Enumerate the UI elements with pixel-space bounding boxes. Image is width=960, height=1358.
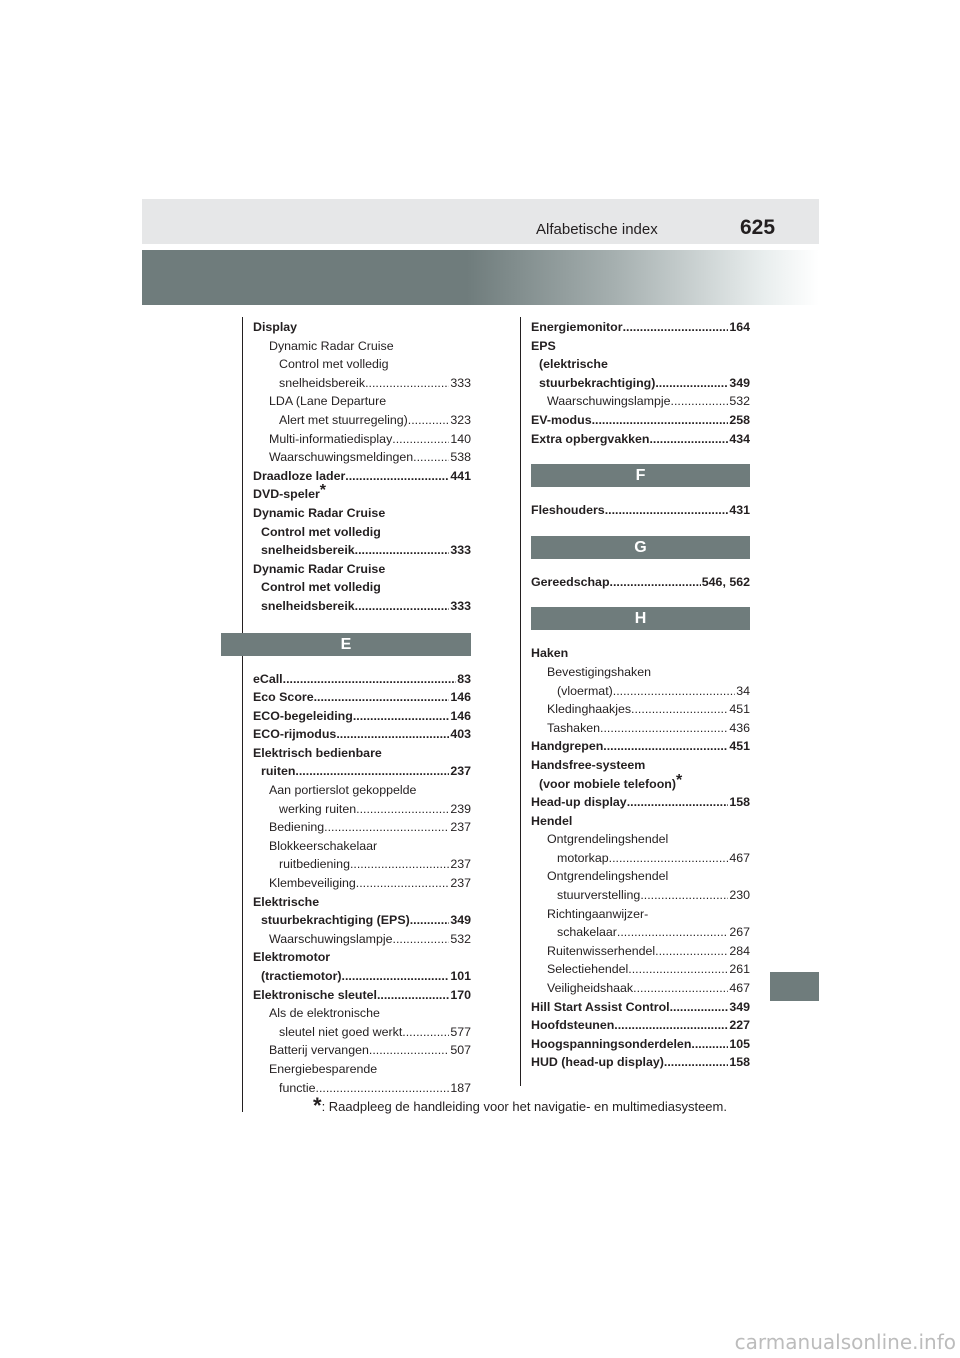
dot-leader [345, 467, 449, 486]
entry-line: Aan portierslot gekoppelde [269, 783, 417, 798]
page-reference: 284 [729, 943, 750, 958]
index-entry [253, 1060, 471, 1097]
index-entry [531, 905, 750, 942]
entry-line: Hendel [531, 813, 573, 828]
page-reference: 434 [729, 431, 750, 446]
index-entry [531, 663, 750, 700]
index-entry [531, 719, 750, 738]
index-entry [531, 501, 750, 520]
page-reference: 333 [450, 598, 471, 613]
dot-leader [355, 541, 450, 560]
dot-leader [605, 501, 729, 520]
page-reference: 237 [450, 876, 471, 891]
index-entry [531, 1035, 750, 1054]
dot-leader [671, 392, 729, 411]
index-entry [253, 670, 471, 689]
page-reference: 239 [450, 801, 471, 816]
entry-line: (voor mobiele telefoon)* [539, 771, 683, 791]
index-column-right [531, 318, 750, 1072]
footnote-text: : Raadpleeg de handleiding voor het navigatie- en multimediasysteem. [321, 1099, 727, 1114]
index-entry [253, 482, 471, 504]
dot-leader [627, 793, 729, 812]
entry-line: Control met volledig [261, 524, 381, 539]
section-letter-f: F [531, 464, 750, 487]
entry-line: Ontgrendelingshendel [547, 869, 669, 884]
entry-term: EV-modus [531, 412, 592, 427]
index-entry [253, 707, 471, 726]
index-entry [253, 448, 471, 467]
entry-term: werking ruiten [279, 801, 357, 816]
index-entry [253, 986, 471, 1005]
index-entry [531, 573, 750, 592]
page-reference: 467 [729, 981, 750, 996]
index-entry [531, 644, 750, 663]
section-letter-e: E [221, 633, 471, 656]
entry-term: Batterij vervangen [269, 1043, 369, 1058]
entry-term: Hill Start Assist Control [531, 999, 670, 1014]
page-reference: 349 [729, 999, 750, 1014]
index-entry [253, 467, 471, 486]
index-entry [253, 688, 471, 707]
entry-term: stuurverstelling [557, 888, 641, 903]
dot-leader [353, 707, 449, 726]
index-entry [531, 960, 750, 979]
page-reference: 436 [729, 720, 750, 735]
page-reference: 267 [729, 925, 750, 940]
section-letter-g: G [531, 536, 750, 559]
entry-term: Energiemonitor [531, 320, 623, 334]
index-entry [253, 948, 471, 985]
index-entry [253, 930, 471, 949]
dot-leader [283, 670, 457, 689]
page-reference: 546, 562 [701, 574, 750, 589]
page-reference: 532 [729, 394, 750, 409]
page-reference: 349 [729, 375, 750, 390]
page-reference: 323 [450, 412, 471, 427]
dot-leader [655, 374, 728, 393]
page-number: 625 [740, 216, 776, 239]
index-entry [531, 430, 750, 449]
page-reference: 577 [450, 1024, 471, 1039]
entry-line: Richtingaanwijzer- [547, 906, 649, 921]
dot-leader [614, 1016, 728, 1035]
entry-term: Extra opbergvakken [531, 431, 650, 446]
entry-line: EPS [531, 338, 556, 353]
page-reference: 441 [450, 468, 471, 483]
page-reference: 237 [450, 857, 471, 872]
entry-term: Gereedschap [531, 574, 610, 589]
entry-term: Kledinghaakjes [547, 702, 632, 717]
page-header-title: Alfabetische index [536, 221, 658, 238]
entry-term: Waarschuwingslampje [269, 931, 393, 946]
dot-leader [314, 688, 450, 707]
entry-term: schakelaar [557, 925, 617, 940]
page-reference: 237 [450, 764, 471, 779]
page-reference: 158 [729, 795, 750, 810]
page-reference: 164 [729, 320, 750, 334]
index-entry [253, 560, 471, 616]
entry-term: (tractiemotor) [261, 969, 342, 983]
dot-leader [610, 573, 701, 592]
entry-term: Elektronische sleutel [253, 987, 377, 1002]
footnote-reference-mark: * [676, 771, 683, 789]
index-entry [531, 942, 750, 961]
index-entry [253, 781, 471, 818]
page-reference: 158 [729, 1055, 750, 1070]
entry-line: LDA (Lane Departure [269, 394, 387, 409]
entry-term: (vloermat) [557, 683, 613, 698]
page-reference: 333 [450, 375, 471, 390]
entry-line: (elektrische [539, 357, 608, 372]
dot-leader [640, 886, 728, 905]
entry-line: Dynamic Radar Cruise [269, 338, 394, 353]
index-entry [253, 837, 471, 874]
index-entry [531, 830, 750, 867]
entry-line: Ontgrendelingshendel [547, 832, 669, 847]
index-entry [253, 430, 471, 449]
page-reference: 170 [450, 987, 471, 1002]
entry-term: Waarschuwingsmeldingen [269, 450, 414, 465]
index-entry [253, 318, 471, 337]
dot-leader [613, 682, 735, 701]
column-rule-middle [520, 317, 521, 1086]
entry-term: Multi-informatiedisplay [269, 431, 393, 446]
entry-line: Elektromotor [253, 950, 331, 965]
page-reference: 140 [450, 431, 471, 446]
dot-leader [408, 411, 450, 430]
footnote-mark: * [313, 1093, 322, 1118]
header-bar [142, 199, 819, 244]
page-reference: 227 [729, 1018, 750, 1033]
dot-leader [336, 725, 449, 744]
dot-leader [393, 930, 450, 949]
dot-leader [365, 374, 449, 393]
index-entry [531, 979, 750, 998]
dot-leader [691, 1035, 728, 1054]
entry-line: Blokkeerschakelaar [269, 838, 378, 853]
entry-line: Control met volledig [261, 580, 381, 595]
dot-leader [664, 1053, 728, 1072]
dot-leader [355, 597, 450, 616]
page-reference: 146 [450, 690, 471, 705]
page-reference: 403 [450, 727, 471, 742]
page-reference: 451 [729, 739, 750, 754]
index-entry [253, 392, 471, 429]
index-entry [531, 318, 750, 337]
index-entry [531, 700, 750, 719]
entry-term: Veiligheidshaak [547, 981, 634, 996]
index-entry [253, 1041, 471, 1060]
entry-line: Dynamic Radar Cruise [253, 561, 386, 576]
dot-leader [342, 967, 450, 986]
footnote [313, 1093, 727, 1119]
dot-leader [670, 998, 729, 1017]
dot-leader [369, 1041, 449, 1060]
dot-leader [413, 448, 449, 467]
dot-leader [350, 855, 449, 874]
entry-line: Elektrische [253, 894, 320, 909]
dot-leader [324, 818, 449, 837]
page-reference: 101 [450, 969, 471, 983]
entry-term: Ruitenwisserhendel [547, 943, 656, 958]
entry-line: Haken [531, 646, 569, 661]
index-entry [531, 756, 750, 793]
entry-term: sleutel niet goed werkt [279, 1024, 403, 1039]
entry-line: Als de elektronische [269, 1006, 380, 1021]
dot-leader [631, 700, 728, 719]
page-reference: 34 [736, 683, 750, 698]
entry-term: snelheidsbereik [279, 375, 366, 390]
entry-term: Waarschuwingslampje [547, 394, 671, 409]
entry-term: functie [279, 1080, 316, 1095]
entry-line: Control met volledig [279, 357, 389, 372]
entry-line: Handsfree-systeem [531, 757, 646, 772]
entry-line: Bevestigingshaken [547, 664, 652, 679]
index-entry [253, 874, 471, 893]
entry-term: Selectiehendel [547, 962, 629, 977]
entry-term: Tashaken [547, 720, 601, 735]
dot-leader [410, 911, 450, 930]
entry-term: eCall [253, 671, 283, 686]
page-reference: 261 [729, 962, 750, 977]
page-reference: 230 [729, 888, 750, 903]
index-entry [531, 998, 750, 1017]
column-rule-left [242, 317, 243, 1112]
entry-term: HUD (head-up display) [531, 1055, 664, 1070]
index-entry [531, 737, 750, 756]
page-reference: 467 [729, 850, 750, 865]
dot-leader [603, 737, 728, 756]
page-reference: 105 [729, 1036, 750, 1051]
dot-leader [392, 430, 449, 449]
entry-term: stuurbekrachtiging) [539, 375, 656, 390]
dot-leader [623, 318, 729, 337]
page-reference: 349 [450, 913, 471, 928]
entry-term: Eco Score [253, 690, 314, 705]
dot-leader [600, 719, 728, 738]
entry-term: Handgrepen [531, 739, 604, 754]
section-thumb-tab [770, 972, 819, 1001]
entry-term: Hoofdsteunen [531, 1018, 615, 1033]
watermark: carmanualsonline.info [734, 1330, 956, 1354]
entry-term: Klembeveiliging [269, 876, 356, 891]
entry-term: ruiten [261, 764, 296, 779]
entry-line: Display [253, 320, 298, 334]
entry-line: Energiebesparende [269, 1061, 378, 1076]
index-entry [253, 818, 471, 837]
dot-leader [356, 800, 449, 819]
dot-leader [617, 923, 728, 942]
page-reference: 187 [450, 1080, 471, 1095]
entry-term: ruitbediening [279, 857, 350, 872]
page-reference: 333 [450, 543, 471, 558]
dot-leader [628, 960, 728, 979]
entry-term: snelheidsbereik [261, 598, 355, 613]
index-entry [531, 812, 750, 831]
entry-term: Head-up display [531, 795, 627, 810]
page-reference: 431 [729, 503, 750, 518]
page-reference: 258 [729, 412, 750, 427]
index-entry [531, 411, 750, 430]
dot-leader [295, 762, 449, 781]
index-entry [253, 504, 471, 560]
index-entry [253, 337, 471, 393]
index-entry [253, 1004, 471, 1041]
dot-leader [609, 849, 729, 868]
index-entry [531, 867, 750, 904]
header-band [142, 250, 819, 305]
dot-leader [649, 430, 728, 449]
section-letter-h: H [531, 607, 750, 630]
page-reference: 451 [729, 702, 750, 717]
index-entry [531, 793, 750, 812]
entry-term: snelheidsbereik [261, 543, 355, 558]
page-reference: 146 [450, 708, 471, 723]
dot-leader [592, 411, 729, 430]
index-entry [531, 1016, 750, 1035]
index-entry [253, 893, 471, 930]
page-reference: 538 [450, 450, 471, 465]
entry-term: stuurbekrachtiging (EPS) [261, 913, 410, 928]
index-entry [253, 725, 471, 744]
entry-term: Hoogspanningsonderdelen [531, 1036, 692, 1051]
entry-term: ECO-rijmodus [253, 727, 337, 742]
entry-term: Draadloze lader [253, 468, 346, 483]
entry-term: Fleshouders [531, 503, 605, 518]
page-reference: 532 [450, 931, 471, 946]
index-entry [531, 1053, 750, 1072]
index-entry [253, 744, 471, 781]
page-reference: 83 [457, 671, 471, 686]
entry-term: Alert met stuurregeling) [279, 412, 408, 427]
page-reference: 237 [450, 820, 471, 835]
footnote-reference-mark: * [319, 482, 327, 500]
dot-leader [655, 942, 728, 961]
index-entry [531, 337, 750, 393]
entry-term: motorkap [557, 850, 609, 865]
entry-term: ECO-begeleiding [253, 708, 353, 723]
entry-line: Dynamic Radar Cruise [253, 505, 386, 520]
entry-term: Bediening [269, 820, 325, 835]
dot-leader [402, 1023, 449, 1042]
page-reference: 507 [450, 1043, 471, 1058]
dot-leader [377, 986, 449, 1005]
dot-leader [356, 874, 450, 893]
entry-line: Elektrisch bedienbare [253, 745, 382, 760]
index-entry [531, 392, 750, 411]
dot-leader [633, 979, 728, 998]
index-column-left [253, 318, 471, 1097]
entry-line: DVD-speler* [253, 482, 327, 502]
